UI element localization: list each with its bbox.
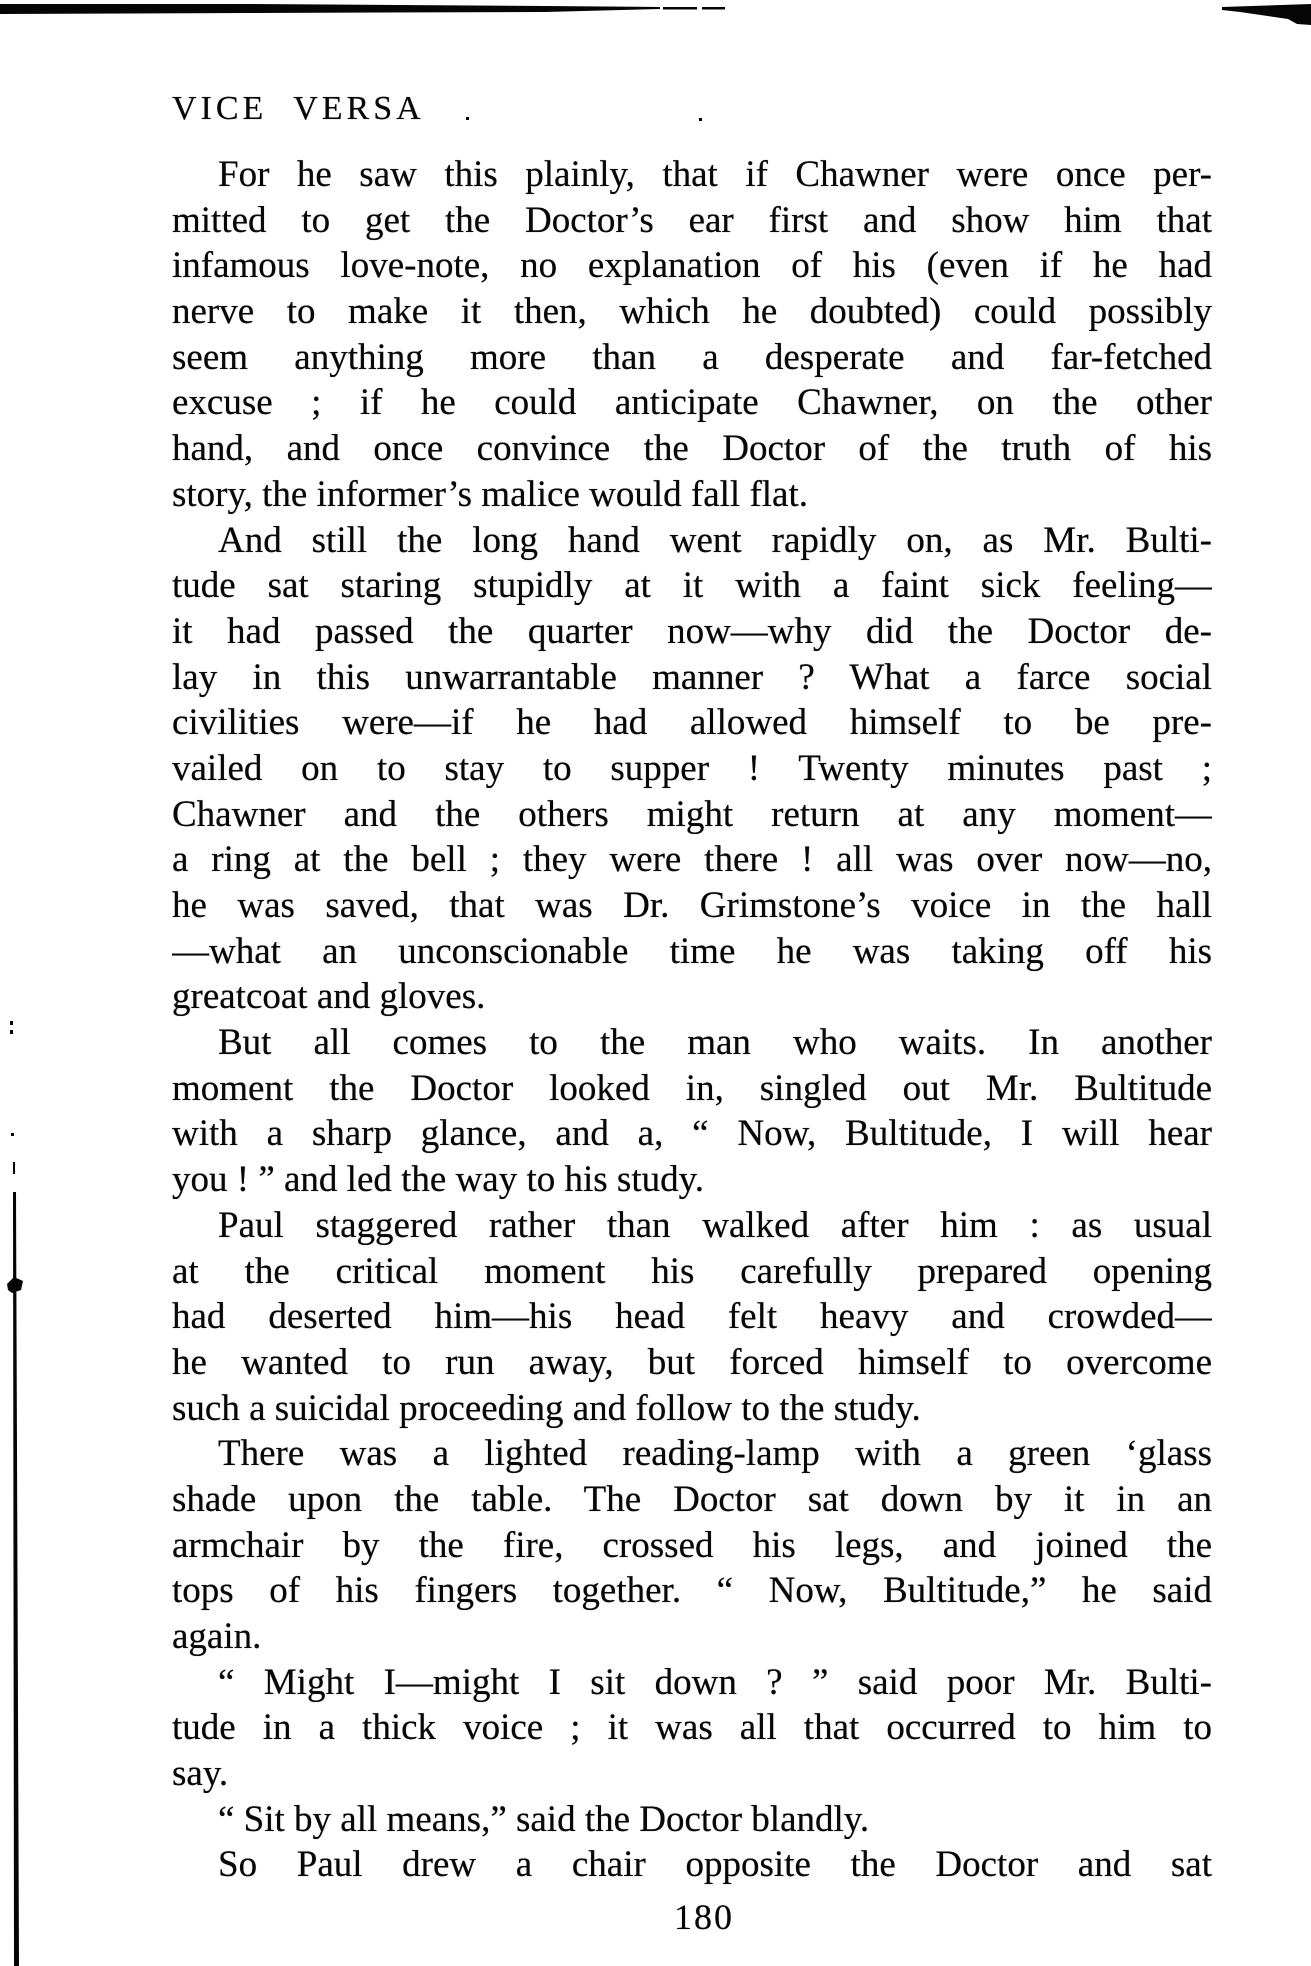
text-line: story, the informer’s malice would fall flat. (172, 473, 809, 515)
text-line: moment the Doctor looked in, singled out Mr. Bultitude (172, 1067, 1212, 1109)
scan-top-rule-dash (663, 7, 697, 10)
scan-ink-blob (7, 1277, 23, 1293)
text-line: vailed on to stay to supper ! Twenty minutes past ; (172, 747, 1212, 789)
text-line: Chawner and the others might return at any moment— (172, 793, 1212, 835)
paragraph (172, 1842, 1212, 1888)
scan-top-rule-dash (702, 7, 725, 10)
text-line: nerve to make it then, which he doubted) could possibly (172, 291, 1212, 333)
scan-speck (10, 1021, 13, 1025)
paragraph (172, 1431, 1212, 1659)
paragraph (172, 152, 1212, 518)
text-line: such a suicidal proceeding and follow to the study. (172, 1387, 921, 1429)
text-line: So Paul drew a chair opposite the Doctor and sat (218, 1844, 1212, 1886)
text-line: it had passed the quarter now—why did the Doctor de- (172, 610, 1212, 652)
text-line: shade upon the table. The Doctor sat down by it in an (172, 1478, 1212, 1520)
text-line: greatcoat and gloves. (172, 976, 486, 1018)
scan-speck (11, 1133, 14, 1136)
text-line: tude sat staring stupidly at it with a faint sick feeling— (172, 565, 1212, 607)
scan-gutter-dash (13, 1162, 15, 1174)
text-line: For he saw this plainly, that if Chawner were once per- (218, 154, 1212, 195)
text-line: civilities were—if he had allowed himself to be pre- (172, 702, 1212, 744)
text-line: But all comes to the man who waits. In another (218, 1022, 1212, 1064)
scan-speck (466, 117, 469, 120)
running-header: VICE VERSA (172, 90, 425, 127)
text-line: armchair by the fire, crossed his legs, and joined the (172, 1524, 1212, 1566)
text-line: at the critical moment his carefully prepared opening (172, 1250, 1212, 1292)
paragraph (172, 1203, 1212, 1431)
paragraph (172, 1660, 1212, 1797)
scan-speck (699, 118, 702, 121)
text-line: hand, and once convince the Doctor of the truth of his (172, 428, 1212, 470)
scan-speck (10, 1030, 13, 1034)
text-line: mitted to get the Doctor’s ear first and show him that (172, 199, 1212, 241)
text-block (172, 152, 1212, 1888)
scan-gutter-line (13, 1192, 19, 1966)
text-line: he was saved, that was Dr. Grimstone’s voice in the hall (172, 885, 1212, 926)
text-line: And still the long hand went rapidly on, as Mr. Bulti- (218, 519, 1212, 561)
text-line: “ Might I—might I sit down ? ” said poor Mr. Bulti- (218, 1661, 1212, 1703)
paragraph (172, 518, 1212, 1021)
text-line: with a sharp glance, and a, “ Now, Bultitude, I will hear (172, 1113, 1212, 1155)
text-line: again. (172, 1616, 262, 1657)
text-line: “ Sit by all means,” said the Doctor blandly. (218, 1798, 870, 1840)
text-line: tops of his fingers together. “ Now, Bultitude,” he said (172, 1570, 1212, 1612)
text-line: lay in this unwarrantable manner ? What a farce social (172, 656, 1212, 698)
text-line: There was a lighted reading-lamp with a green ‘glass (218, 1433, 1212, 1475)
text-line: he wanted to run away, but forced himself to overcome (172, 1341, 1212, 1383)
text-line: infamous love-note, no explanation of his (even if he had (172, 245, 1212, 287)
text-line: —what an unconscionable time he was taking off his (172, 930, 1212, 972)
text-line: Paul staggered rather than walked after him : as usual (218, 1204, 1212, 1246)
text-line: tude in a thick voice ; it was all that occurred to him to (172, 1707, 1212, 1749)
scan-top-rule (0, 4, 660, 14)
text-line: excuse ; if he could anticipate Chawner, on the other (172, 382, 1212, 424)
scan-corner-wedge (1222, 4, 1311, 25)
text-line: you ! ” and led the way to his study. (172, 1159, 704, 1201)
text-line: seem anything more than a desperate and far-fetched (172, 336, 1212, 378)
text-line: a ring at the bell ; they were there ! all was over now—no, (172, 839, 1212, 881)
page-number: 180 (674, 1897, 734, 1937)
paragraph (172, 1797, 1212, 1843)
text-line: say. (172, 1753, 229, 1795)
text-line: had deserted him—his head felt heavy and crowded— (172, 1296, 1212, 1338)
paragraph (172, 1020, 1212, 1203)
